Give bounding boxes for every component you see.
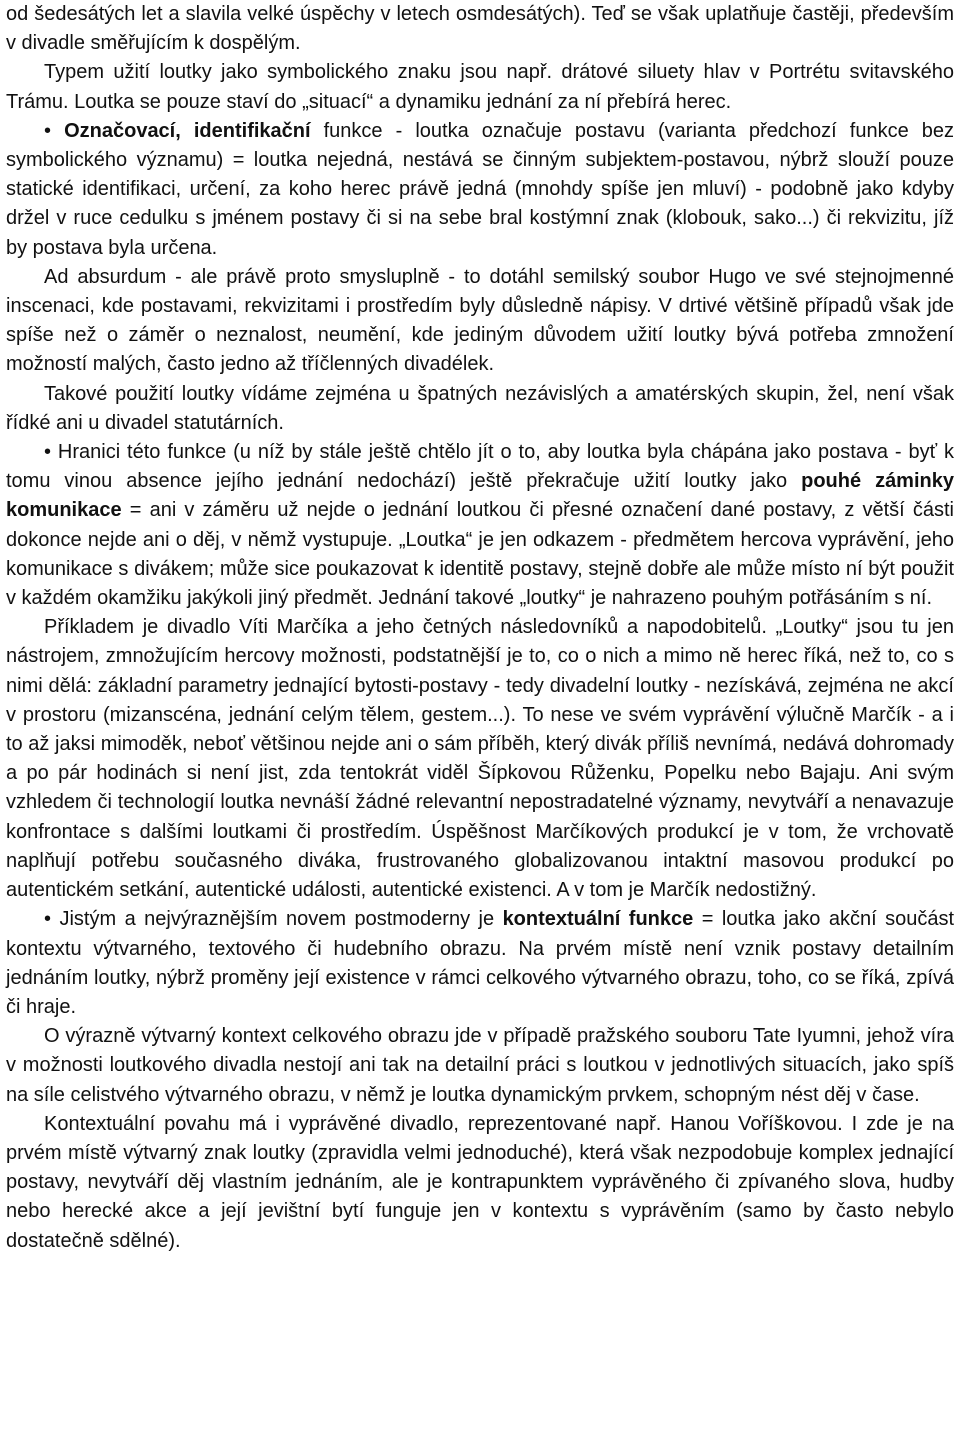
text-run: • Jistým a nejvýraznějším novem postmoderny je (44, 908, 503, 931)
text-run: Kontextuální povahu má i vyprávěné divadlo, reprezentované např. Hanou Voříškovou. I zde je na prvém místě výtvarný znak loutky (zpravidla velmi jednoduché), která však nezpodobuje komplex jednající postavy, nevytváří děj vlastním jednáním, ale je kontrapunktem vyprávěného či zpívaného slova, hudby nebo herecké akce a její jevištní bytí funguje jen v kontextu s vyprávěním (samo by často nebylo dostatečně sdělné). (6, 1112, 954, 1252)
paragraph-5 (6, 380, 954, 438)
bullet: • (44, 119, 65, 142)
text-run: Typem užití loutky jako symbolického znaku jsou např. drátové siluety hlav v Portrétu svitavského Trámu. Loutka se pouze staví do „situací“ a dynamiku jednání za ní přebírá herec. (6, 61, 954, 113)
text-run: funkce - loutka označuje postavu (varianta předchozí funkce bez symbolického významu) = loutka nejedná, nestává se činným subjektem-postavou, nýbrž slouží pouze statické identifikaci, určení, za koho herec právě jedná (mnohdy spíše jen mluví) - podobně jako kdyby držel v ruce cedulku s jménem postavy či si na sebe bral kostýmní znak (klobouk, sako...) či rekvizitu, jíž by postava byla určena. (6, 119, 955, 259)
paragraph-4 (6, 263, 954, 380)
paragraph-2 (6, 58, 954, 116)
text-run: Takové použití loutky vídáme zejména u špatných nezávislých a amatérských skupin, žel, není však řídké ani u divadel statutárních. (6, 382, 954, 434)
term-contextual-function: kontextuální funkce (502, 908, 694, 931)
paragraph-9 (6, 1022, 954, 1110)
paragraph-10 (6, 1110, 954, 1256)
text-run: • Hranici této funkce (u níž by stále ještě chtělo jít o to, aby loutka byla chápána jako postava - byť k tomu vinou absence jejího jednání nedochází) ještě překračuje užití loutky jako (6, 441, 954, 493)
text-run: od šedesátých let a slavila velké úspěchy v letech osmdesátých). Teď se však uplatňuje častěji, především v divadle směřujícím k dospělým. (6, 3, 954, 55)
paragraph-3 (6, 117, 954, 263)
term-identification-function: Označovací, identifikační (64, 119, 311, 142)
text-run: Ad absurdum - ale právě proto smysluplně - to dotáhl semilský soubor Hugo ve své stejnojmenné inscenaci, kde postavami, rekvizitami i prostředím byly důsledně nápisy. V drtivé většině případů však jde spíše než o záměr o neznalost, neumění, kde jediným důvodem užití loutky bývá potřeba zmnožení možností malých, často jedno až tříčlenných divadélek. (6, 265, 954, 376)
text-run: = loutka jako akční součást kontextu výtvarného, textového či hudebního obrazu. Na prvém místě není vznik postavy detailním jednáním loutky, nýbrž proměny její existence v rámci celkového výtvarného obrazu, toho, co se říká, zpívá či hraje. (6, 908, 955, 1018)
text-run: O výrazně výtvarný kontext celkového obrazu jde v případě pražského souboru Tate Iyumni, jehož víra v možnosti loutkového divadla nestojí ani tak na detailní práci s loutkou v jednotlivých situacích, jako spíš na síle celistvého výtvarného obrazu, v němž je loutka dynamickým prvkem, schopným nést děj v čase. (6, 1025, 954, 1106)
paragraph-8 (6, 905, 954, 1022)
paragraph-6 (6, 438, 954, 613)
text-run: = ani v záměru už nejde o jednání loutkou či přesné označení dané postavy, z větší části dokonce nejde ani o děj, v němž vystupuje. „Loutka“ je jen odkazem - předmětem hercova vyprávění, jeho komunikace s divákem; může sice poukazovat k identitě postavy, stejně dobře ale může místo ní být použit v každém okamžiku jakýkoli jiný předmět. Jednání takové „loutky“ je nahrazeno pouhým potřásáním s ní. (6, 499, 954, 610)
paragraph-7 (6, 613, 954, 905)
term-communication-pretext: pouhé záminky komunikace (6, 470, 954, 522)
text-run: Příkladem je divadlo Víti Marčíka a jeho četných následovníků a napodobitelů. „Loutky“ jsou tu jen nástrojem, zmnožujícím hercovy možnosti, podstatnější je to, co o nich a mimo ně herec říká, než to, co s nimi dělá: základní parametry jednající bytosti-postavy - tedy divadelní loutky - nezískává, zejména ne akcí v prostoru (mizanscéna, jednání celým tělem, gestem...). To nese ve svém vyprávění výlučně Marčík - a i to až jaksi mimoděk, neboť většinou nejde ani o sám příběh, který divák příliš nevnímá, nedává dohromady a po pár hodinách si není jist, zda tentokrát viděl Šípkovou Růženku, Popelku nebo Bajaju. Ani svým vzhledem či technologií loutka nevnáší žádné relevantní nepostradatelné významy, nevytváří a nenavazuje konfrontace s dalšími loutkami či prostředím. Úspěšnost Marčíkových produkcí je v tom, že vrchovatě naplňují potřebu současného diváka, frustrovaného globalizovanou intaktní masovou produkcí po autentickém setkání, autentické události, autentické existenci. A v tom je Marčík nedostižný. (6, 616, 954, 902)
paragraph-1 (6, 0, 954, 58)
